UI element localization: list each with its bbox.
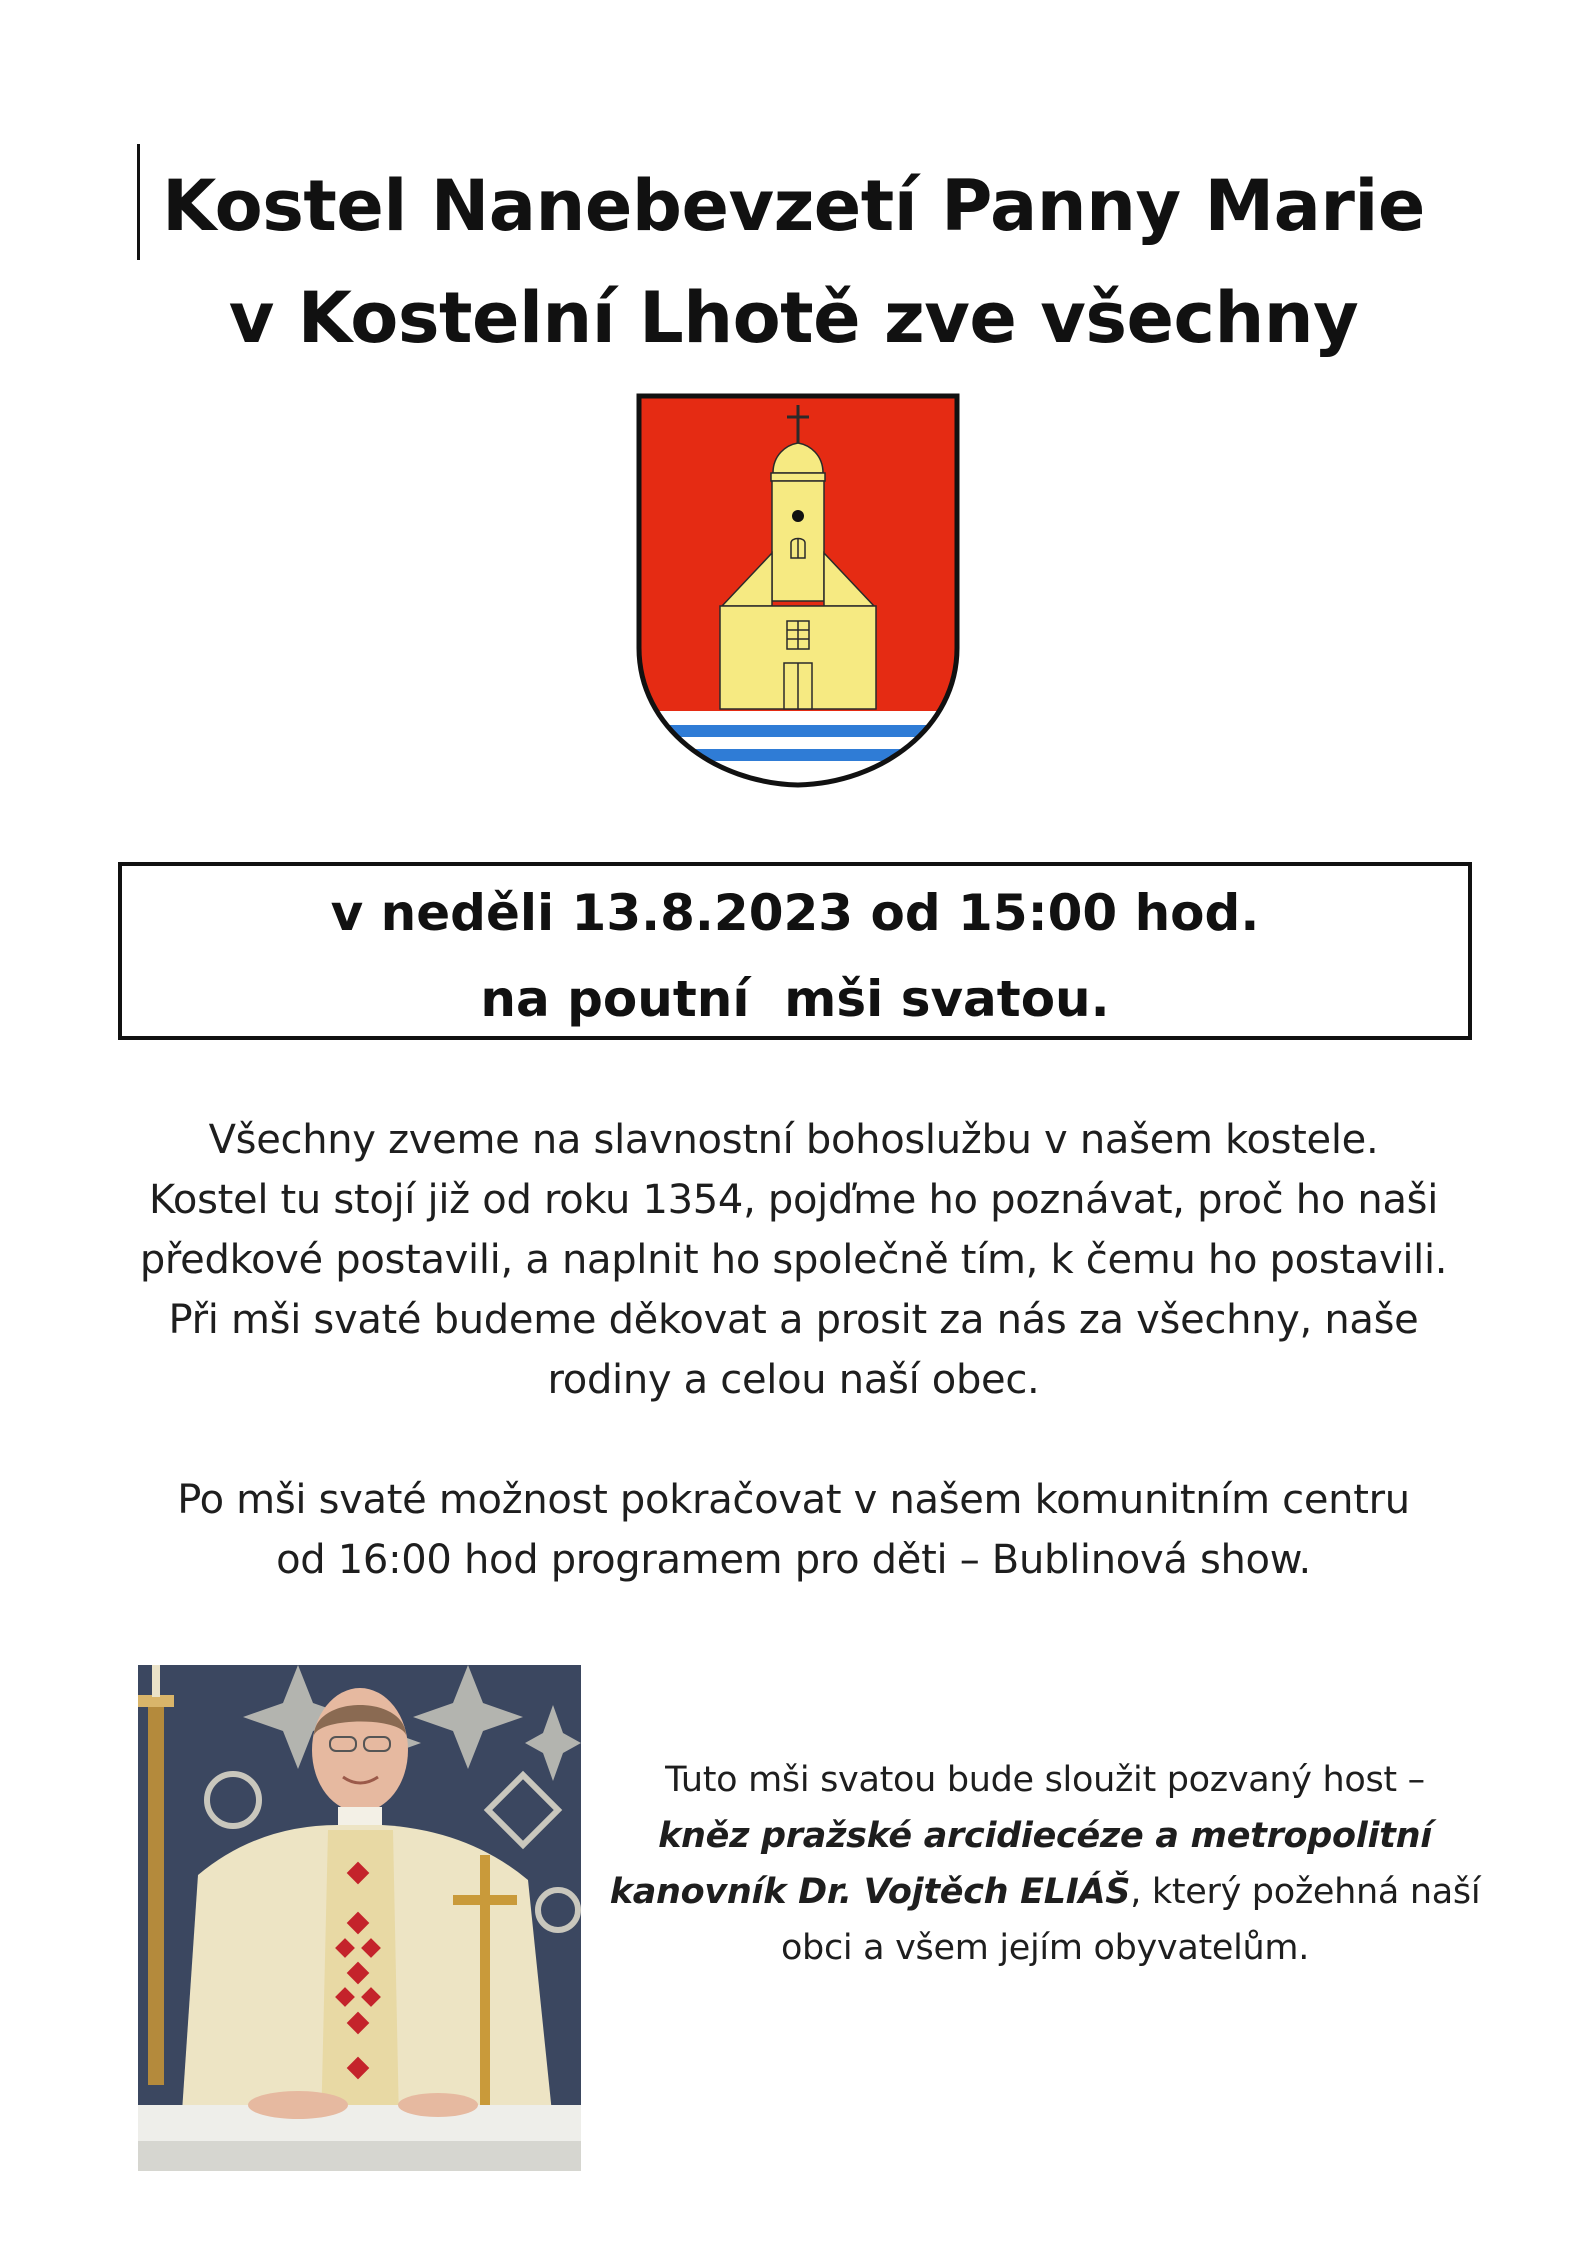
guest-line: obci a všem jejím obyvatelům. bbox=[780, 1928, 1310, 1968]
invitation-paragraph bbox=[80, 1110, 1507, 1410]
guest-celebrant-text bbox=[595, 1752, 1495, 1976]
guest-line: , který požehná naší bbox=[1130, 1872, 1481, 1912]
guest-name: kanovník Dr. Vojtěch ELIÁŠ bbox=[609, 1872, 1131, 1912]
event-purpose-line: na poutní mši svatou. bbox=[480, 970, 1110, 1028]
title-line-2: v Kostelní Lhotě zve všechny bbox=[228, 277, 1359, 359]
invitation-line: Kostel tu stojí již od roku 1354, pojďme ho poznávat, proč ho naši bbox=[148, 1177, 1439, 1223]
church-coat-of-arms-icon bbox=[636, 393, 960, 788]
invitation-line: předkové postavili, a naplnit ho společně tím, k čemu ho postavili. bbox=[139, 1237, 1448, 1283]
program-line: Po mši svaté možnost pokračovat v našem komunitním centru bbox=[177, 1477, 1410, 1523]
guest-line: Tuto mši svatou bude sloužit pozvaný host – bbox=[665, 1760, 1425, 1800]
program-line: od 16:00 hod programem pro děti – Bublinová show. bbox=[276, 1537, 1311, 1583]
title-line-1: Kostel Nanebevzetí Panny Marie bbox=[162, 165, 1425, 247]
event-date-line: v neděli 13.8.2023 od 15:00 hod. bbox=[330, 884, 1260, 942]
invitation-line: Všechny zveme na slavnostní bohoslužbu v našem kostele. bbox=[208, 1117, 1379, 1163]
program-paragraph bbox=[80, 1470, 1507, 1590]
guest-role-line: kněz pražské arcidiecéze a metropolitní bbox=[658, 1816, 1432, 1856]
event-datetime-box bbox=[118, 862, 1472, 1040]
priest-photo bbox=[138, 1665, 581, 2171]
invitation-line: Při mši svaté budeme děkovat a prosit za nás za všechny, naše bbox=[168, 1297, 1419, 1343]
page-title bbox=[0, 150, 1587, 374]
invitation-line: rodiny a celou naší obec. bbox=[547, 1357, 1040, 1403]
guest-name-row bbox=[595, 1864, 1495, 1920]
